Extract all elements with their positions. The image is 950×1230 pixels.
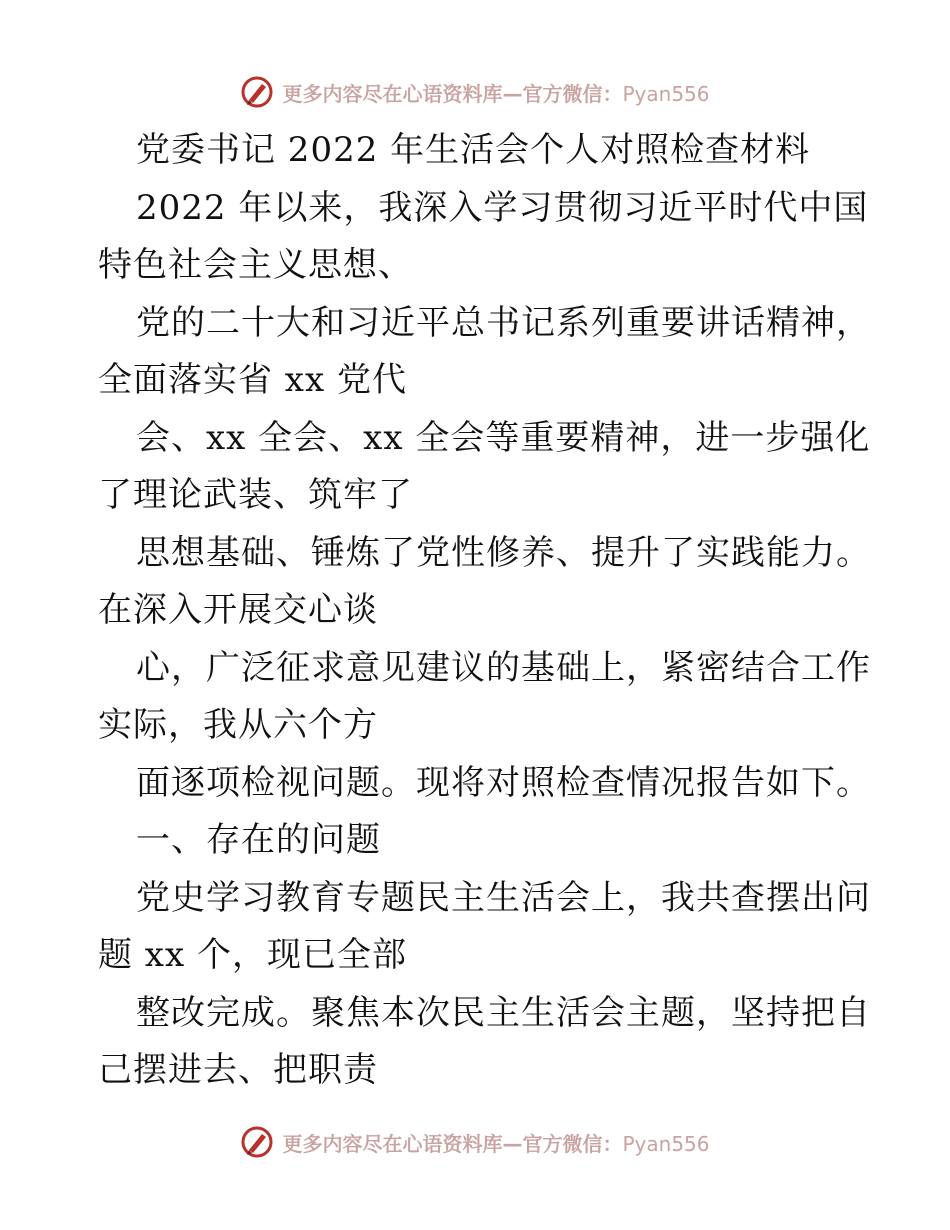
document-title: 党委书记 2022 年生活会个人对照检查材料: [136, 130, 811, 170]
text-line: 题 xx 个，现已全部: [98, 935, 407, 975]
text-line: 心，广泛征求意见建议的基础上，紧密结合工作: [136, 647, 871, 688]
text-line: 一、存在的问题: [136, 820, 381, 860]
watermark-label: 更多内容尽在心语资料库—官方微信：: [282, 1131, 623, 1156]
text-line: 党的二十大和习近平总书记系列重要讲话精神，: [136, 302, 871, 343]
pen-logo-icon: [240, 75, 274, 109]
text-line: 面逐项检视问题。现将对照检查情况报告如下。: [136, 762, 871, 803]
watermark-text: [282, 1128, 709, 1157]
paragraph-lines: [98, 180, 871, 1100]
text-line: 己摆进去、把职责: [98, 1050, 378, 1090]
footer-watermark: [0, 1122, 950, 1162]
watermark-handle: Pyan556: [622, 81, 710, 106]
text-line: 党史学习教育专题民主生活会上，我共查摆出问: [136, 877, 871, 918]
pen-logo-icon: [240, 1125, 274, 1159]
text-line: 思想基础、锤炼了党性修养、提升了实践能力。: [136, 532, 871, 573]
text-line: 特色社会主义思想、: [98, 245, 413, 285]
text-line: 2022 年以来，我深入学习贯彻习近平时代中国: [136, 187, 869, 228]
text-line: 全面落实省 xx 党代: [98, 360, 407, 400]
text-line: 了理论武装、筑牢了: [98, 475, 413, 515]
document-body: [98, 122, 871, 1100]
text-line: 会、xx 全会、xx 全会等重要精神，进一步强化: [136, 417, 871, 458]
text-line: 在深入开展交心谈: [98, 590, 378, 630]
text-line: 整改完成。聚焦本次民主生活会主题，坚持把自: [136, 992, 871, 1033]
text-line: 实际，我从六个方: [98, 705, 378, 745]
header-watermark: [0, 72, 950, 112]
watermark-handle: Pyan556: [622, 1131, 710, 1156]
watermark-text: [282, 78, 709, 107]
watermark-label: 更多内容尽在心语资料库—官方微信：: [282, 81, 623, 106]
